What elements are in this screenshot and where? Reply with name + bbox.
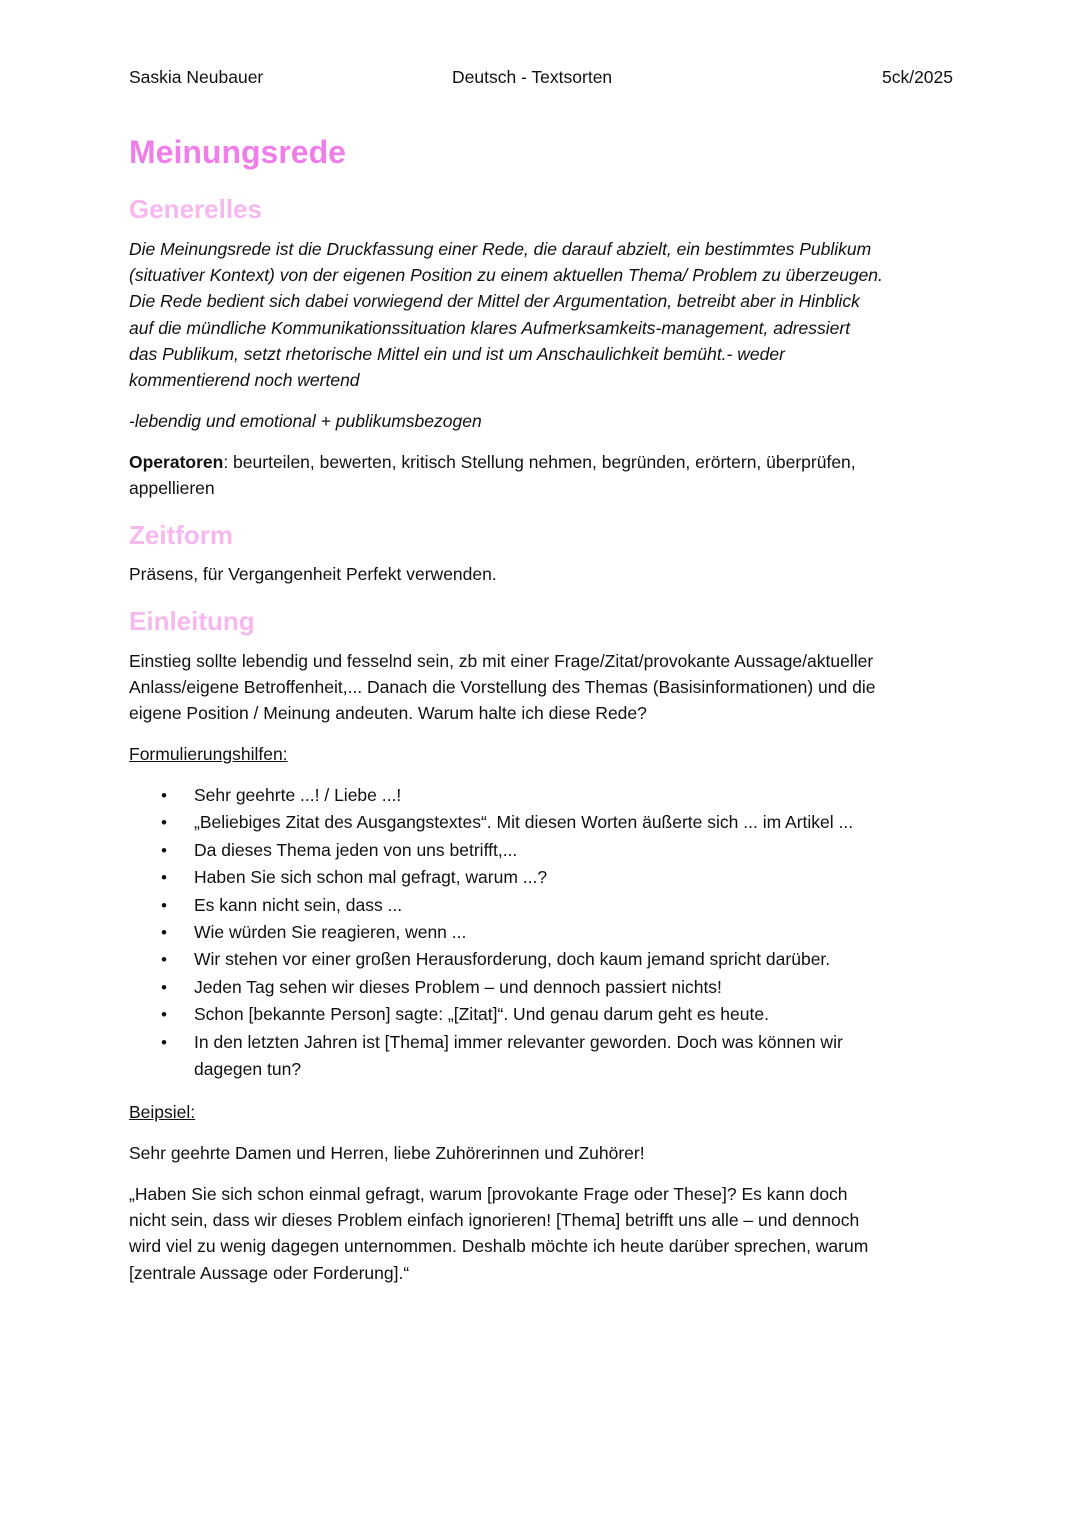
list-item: • Wir stehen vor einer großen Herausforderung, doch kaum jemand spricht darüber. [129, 946, 953, 973]
list-item: • „Beliebiges Zitat des Ausgangstextes“. Mit diesen Worten äußerte sich ... im Artikel ... [129, 809, 953, 836]
page-header [129, 64, 953, 90]
bullet-icon: • [161, 950, 167, 970]
example-line: nicht sein, dass wir dieses Problem einfach ignorieren! [Thema] betrifft uns alle – und dennoch [129, 1210, 860, 1231]
list-item: • Haben Sie sich schon mal gefragt, warum ...? [129, 864, 953, 891]
list-item: • Wie würden Sie reagieren, wenn ... [129, 919, 953, 946]
phrases-list [129, 782, 953, 1083]
einleitung-paragraph [129, 648, 953, 727]
bullet-icon: • [161, 923, 167, 943]
example-label: Beipsiel: [129, 1102, 196, 1122]
zeitform-text: Präsens, für Vergangenheit Perfekt verwenden. [129, 564, 497, 584]
definition-line: Die Rede bedient sich dabei vorwiegend der Mittel der Argumentation, betreibt aber in Hinblick [129, 291, 860, 312]
header-class-year: 5ck/2025 [881, 67, 953, 87]
einleitung-line: Einstieg sollte lebendig und fesselnd sein, zb mit einer Frage/Zitat/provokante Aussage/aktueller [129, 651, 874, 671]
list-item: • Es kann nicht sein, dass ... [129, 892, 953, 919]
example-paragraph [129, 1181, 953, 1286]
einleitung-line: eigene Position / Meinung andeuten. Warum halte ich diese Rede? [129, 703, 647, 724]
heading-einleitung: Einleitung [129, 606, 255, 636]
definition-line: kommentierend noch wertend [129, 370, 360, 391]
list-item: • Schon [bekannte Person] sagte: „[Zitat]“. Und genau darum geht es heute. [129, 1001, 953, 1028]
example-line: wird viel zu wenig dagegen unternommen. Deshalb möchte ich heute darüber sprechen, warum [129, 1236, 869, 1257]
einleitung-line: Anlass/eigene Betroffenheit,... Danach die Vorstellung des Themas (Basisinformationen) und die [129, 677, 876, 698]
bullet-icon: • [161, 977, 167, 997]
bullet-icon: • [161, 813, 167, 833]
operators-list: : beurteilen, bewerten, kritisch Stellung nehmen, begründen, erörtern, überprüfen, [223, 452, 856, 472]
page-title: Meinungsrede [129, 134, 346, 170]
bullet-icon: • [161, 1032, 167, 1052]
list-item: • In den letzten Jahren ist [Thema] immer relevanter geworden. Doch was können wir dagegen tun? [129, 1029, 953, 1084]
list-item: • Da dieses Thema jeden von uns betrifft,... [129, 837, 953, 864]
bullet-icon: • [161, 840, 167, 860]
definition-line: (situativer Kontext) von der eigenen Position zu einem aktuellen Thema/ Problem zu überzeugen. [129, 265, 883, 286]
example-line: [zentrale Aussage oder Forderung].“ [129, 1262, 410, 1283]
operators-paragraph [129, 449, 953, 501]
example-line: „Haben Sie sich schon einmal gefragt, warum [provokante Frage oder These]? Es kann doch [129, 1184, 848, 1204]
definition-paragraph [129, 236, 953, 393]
definition-line: auf die mündliche Kommunikationssituation klares Aufmerksamkeits-management, adressiert [129, 317, 851, 338]
phrases-label: Formulierungshilfen: [129, 744, 288, 764]
header-subject: Deutsch - Textsorten [452, 67, 613, 87]
bullet-icon: • [161, 1005, 167, 1025]
characteristics-text: -lebendig und emotional + publikumsbezogen [129, 411, 482, 431]
heading-zeitform: Zeitform [129, 520, 233, 550]
operators-label: Operatoren [129, 452, 224, 472]
example-salutation: Sehr geehrte Damen und Herren, liebe Zuhörerinnen und Zuhörer! [129, 1143, 645, 1163]
heading-generelles: Generelles [129, 194, 262, 224]
definition-line: Die Meinungsrede ist die Druckfassung einer Rede, die darauf abzielt, ein bestimmtes Publikum [129, 239, 872, 259]
bullet-icon: • [161, 786, 167, 805]
operators-list-continued: appellieren [129, 478, 215, 499]
list-item: • Jeden Tag sehen wir dieses Problem – und dennoch passiert nichts! [129, 974, 953, 1001]
bullet-icon: • [161, 868, 167, 888]
bullet-icon: • [161, 895, 167, 915]
definition-line: das Publikum, setzt rhetorische Mittel ein und ist um Anschaulichkeit bemüht.- weder [129, 343, 785, 364]
header-author: Saskia Neubauer [129, 67, 264, 87]
list-item: • Sehr geehrte ...! / Liebe ...! [129, 782, 953, 809]
